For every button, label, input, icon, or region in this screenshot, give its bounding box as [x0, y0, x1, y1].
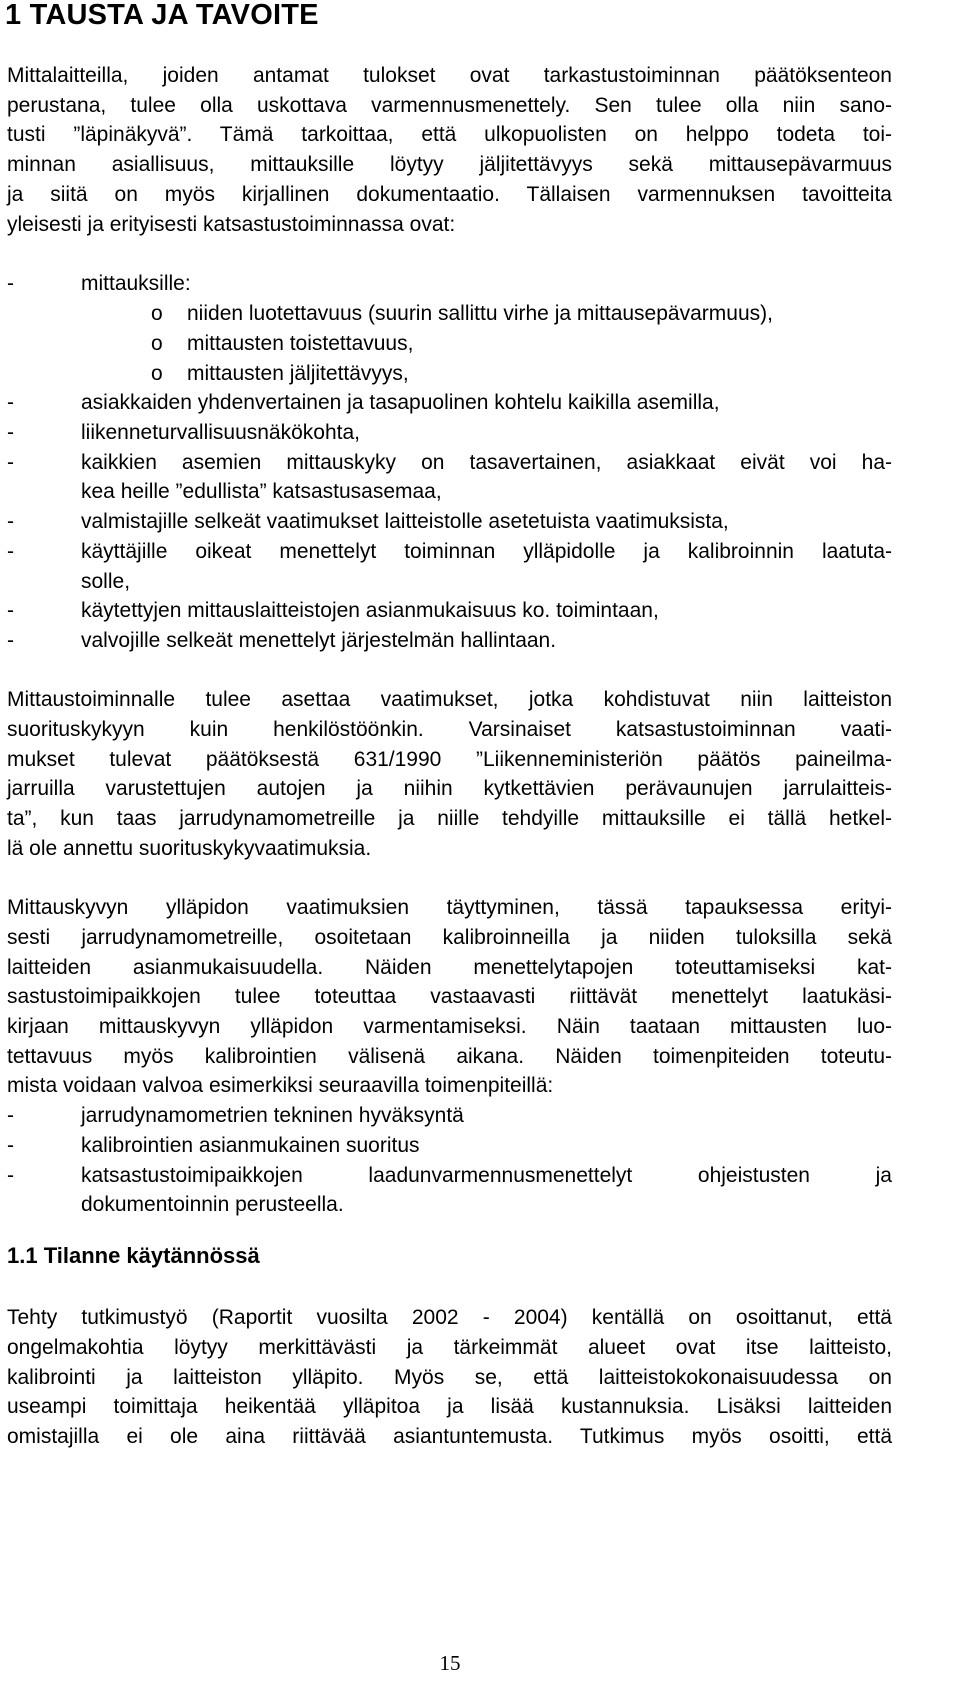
list-item: valmistajille selkeät vaatimukset laitteistolle asetetuista vaatimuksista, [81, 510, 729, 533]
sub-bullet: o [151, 332, 163, 355]
list-item: kaikkien asemien mittauskyky on tasavertainen, asiakkaat eivät voi ha- [81, 451, 892, 474]
para3-line: kirjaan mittauskyvyn ylläpidon varmentamiseksi. Näin taataan mittausten luo- [7, 1015, 892, 1038]
sub-bullet: o [151, 362, 163, 385]
list-item: käytettyjen mittauslaitteistojen asianmukaisuus ko. toimintaan, [81, 599, 659, 622]
list-dash: - [7, 451, 14, 474]
page-number: 15 [439, 1651, 461, 1675]
para2-line: ta”, kun taas jarrudynamometreille ja niille tehdyille mittauksille ei tällä hetkel- [7, 807, 892, 830]
para3-line: sesti jarrudynamometreille, osoitetaan kalibroinneilla ja niiden tuloksilla sekä [7, 926, 892, 949]
list-item-continuation: dokumentoinnin perusteella. [81, 1193, 344, 1216]
sub-list-item: mittausten jäljitettävyys, [187, 362, 409, 385]
list-dash: - [7, 629, 14, 652]
list-dash: - [7, 1164, 14, 1187]
para4-line: omistajilla ei ole aina riittävää asiantuntemusta. Tutkimus myös osoitti, että [7, 1425, 892, 1448]
para1-line: yleisesti ja erityisesti katsastustoiminnassa ovat: [7, 213, 456, 236]
list-dash: - [7, 272, 14, 295]
list-item: katsastustoimipaikkojen laadunvarmennusmenettelyt ohjeistusten ja [81, 1164, 892, 1187]
sub-list-item: niiden luotettavuus (suurin sallittu virhe ja mittausepävarmuus), [187, 302, 773, 325]
para1-line: perustana, tulee olla uskottava varmennusmenettely. Sen tulee olla niin sano- [7, 94, 892, 117]
list-item: kalibrointien asianmukainen suoritus [81, 1134, 420, 1157]
para3-line: laitteiden asianmukaisuudella. Näiden menettelytapojen toteuttamiseksi kat- [7, 956, 892, 979]
para3-line: tettavuus myös kalibrointien välisenä aikana. Näiden toimenpiteiden toteutu- [7, 1045, 892, 1068]
list-dash: - [7, 1104, 14, 1127]
para1-line: Mittalaitteilla, joiden antamat tulokset ovat tarkastustoiminnan päätöksenteon [7, 64, 892, 87]
para4-line: useampi toimittaja heikentää ylläpitoa ja lisää kustannuksia. Lisäksi laitteiden [7, 1395, 892, 1418]
para2-line: suorituskykyyn kuin henkilöstöönkin. Varsinaiset katsastustoiminnan vaati- [7, 718, 892, 741]
heading-tausta-ja-tavoite: 1 TAUSTA JA TAVOITE [5, 0, 319, 31]
list-item-mittauksille: mittauksille: [81, 272, 191, 295]
list-dash: - [7, 1134, 14, 1157]
para1-line: minnan asiallisuus, mittauksille löytyy jäljitettävyys sekä mittausepävarmuus [7, 153, 892, 176]
para2-line: Mittaustoiminnalle tulee asettaa vaatimukset, jotka kohdistuvat niin laitteiston [7, 688, 892, 711]
list-item: valvojille selkeät menettelyt järjestelmän hallintaan. [81, 629, 557, 652]
list-dash: - [7, 540, 14, 563]
para1-line: ja siitä on myös kirjallinen dokumentaatio. Tällaisen varmennuksen tavoitteita [7, 183, 892, 206]
para4-line: Tehty tutkimustyö (Raportit vuosilta 2002 - 2004) kentällä on osoittanut, että [7, 1306, 892, 1329]
list-item: käyttäjille oikeat menettelyt toiminnan ylläpidolle ja kalibroinnin laatuta- [81, 540, 892, 563]
list-dash: - [7, 421, 14, 444]
list-dash: - [7, 391, 14, 414]
para3-line: sastustoimipaikkojen tulee toteuttaa vastaavasti riittävät menettelyt laatukäsi- [7, 985, 892, 1008]
list-item: jarrudynamometrien tekninen hyväksyntä [81, 1104, 464, 1127]
heading-tilanne-kaytannossa: 1.1 Tilanne käytännössä [7, 1243, 260, 1268]
sub-bullet: o [151, 302, 163, 325]
para3-line: Mittauskyvyn ylläpidon vaatimuksien täyttyminen, tässä tapauksessa erityi- [7, 896, 892, 919]
para4-line: ongelmakohtia löytyy merkittävästi ja tärkeimmät alueet ovat itse laitteisto, [7, 1336, 892, 1359]
list-dash: - [7, 599, 14, 622]
para1-line: tusti ”läpinäkyvä”. Tämä tarkoittaa, että ulkopuolisten on helppo todeta toi- [7, 123, 892, 146]
para2-line: jarruilla varustettujen autojen ja niihin kytkettävien perävaunujen jarrulaitteis- [7, 777, 892, 800]
list-item-continuation: solle, [81, 570, 131, 593]
para2-line: mukset tulevat päätöksestä 631/1990 ”Liikenneministeriön päätös paineilma- [7, 748, 892, 771]
para2-line: lä ole annettu suorituskykyvaatimuksia. [7, 837, 372, 860]
list-item-continuation: kea heille ”edullista” katsastusasemaa, [81, 480, 442, 503]
list-dash: - [7, 510, 14, 533]
sub-list-item: mittausten toistettavuus, [187, 332, 414, 355]
list-item: liikenneturvallisuusnäkökohta, [81, 421, 360, 444]
para3-line: mista voidaan valvoa esimerkiksi seuraavilla toimenpiteillä: [7, 1074, 554, 1097]
list-item: asiakkaiden yhdenvertainen ja tasapuolinen kohtelu kaikilla asemilla, [81, 391, 720, 414]
para4-line: kalibrointi ja laitteiston ylläpito. Myös se, että laitteistokokonaisuudessa on [7, 1366, 892, 1389]
